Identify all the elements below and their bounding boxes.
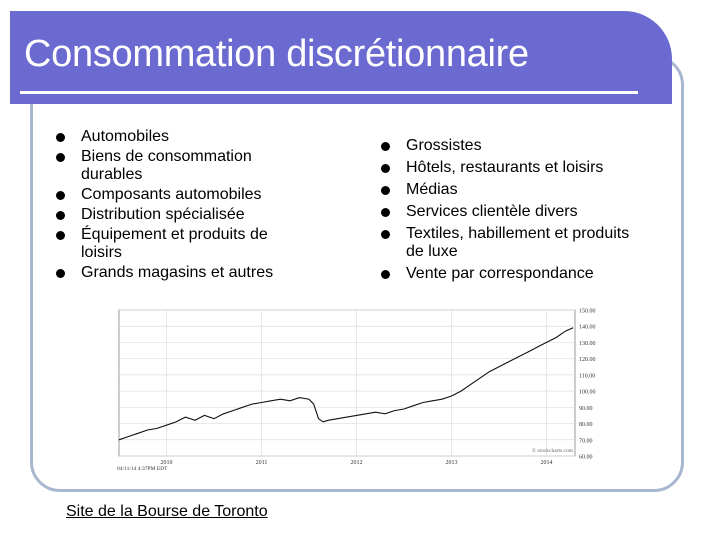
bullet-icon	[56, 231, 65, 240]
list-item	[378, 203, 648, 221]
list-item	[53, 148, 313, 184]
list-item-text: Médias	[406, 181, 458, 198]
bullet-icon	[56, 133, 65, 142]
list-item-text: Composants automobiles	[81, 186, 262, 203]
list-item	[53, 128, 313, 146]
y-tick-label: 120.00	[579, 357, 596, 364]
list-item	[53, 206, 313, 224]
y-tick-label: 80.00	[579, 422, 593, 429]
y-tick-label: 60.00	[579, 454, 593, 461]
bullet-icon	[381, 230, 390, 239]
list-item-text: Hôtels, restaurants et loisirs	[406, 159, 604, 176]
list-item	[53, 186, 313, 204]
x-tick-label: 2011	[255, 460, 268, 466]
bullet-icon	[381, 164, 390, 173]
bullet-icon	[381, 208, 390, 217]
list-item-text: Automobiles	[81, 128, 170, 145]
bullet-icon	[56, 269, 65, 278]
x-tick-label: 2010	[160, 460, 173, 466]
plot-area	[119, 310, 575, 456]
bullet-icon	[381, 270, 390, 279]
x-tick-label: 2012	[350, 460, 363, 466]
y-tick-label: 140.00	[579, 324, 596, 331]
slide-title: Consommation discrétionnaire	[24, 33, 529, 75]
y-tick-label: 70.00	[579, 438, 593, 445]
bullet-icon	[56, 191, 65, 200]
x-tick-label: 2013	[445, 460, 458, 466]
bullet-icon	[56, 153, 65, 162]
list-item	[378, 181, 648, 199]
y-tick-label: 90.00	[579, 405, 593, 412]
title-bar	[10, 11, 672, 104]
list-item-text: Distribution spécialisée	[81, 206, 245, 223]
chart-timestamp: 04/11/14 4:37PM EDT	[117, 466, 168, 470]
y-tick-label: 150.00	[579, 308, 596, 315]
list-item-text: Vente par correspondance	[406, 265, 594, 282]
list-item	[53, 264, 313, 282]
bullet-icon	[56, 211, 65, 220]
list-item	[378, 137, 648, 155]
list-item-text: Grossistes	[406, 137, 482, 154]
list-item-text: Textiles, habillement et produits de luxe	[406, 225, 630, 260]
list-item	[378, 265, 648, 283]
list-item-text: Biens de consommation durables	[81, 148, 252, 183]
list-item-text: Grands magasins et autres	[81, 264, 274, 281]
list-item	[378, 159, 648, 177]
list-item-text: Équipement et produits de loisirs	[81, 226, 268, 261]
list-item	[53, 226, 313, 262]
y-tick-label: 130.00	[579, 340, 596, 347]
bullet-icon	[381, 186, 390, 195]
list-item	[378, 225, 648, 261]
bullet-icon	[381, 142, 390, 151]
x-tick-label: 2014	[540, 460, 553, 466]
y-tick-label: 110.00	[579, 373, 596, 380]
right-bullet-list	[378, 137, 648, 287]
y-tick-label: 100.00	[579, 389, 596, 396]
chart-watermark: © stockcharts.com	[531, 448, 573, 454]
title-underline	[20, 91, 638, 94]
toronto-stock-exchange-link[interactable]: Site de la Bourse de Toronto	[66, 503, 268, 520]
list-item-text: Services clientèle divers	[406, 203, 578, 220]
left-bullet-list	[53, 128, 313, 284]
price-chart	[115, 302, 611, 470]
